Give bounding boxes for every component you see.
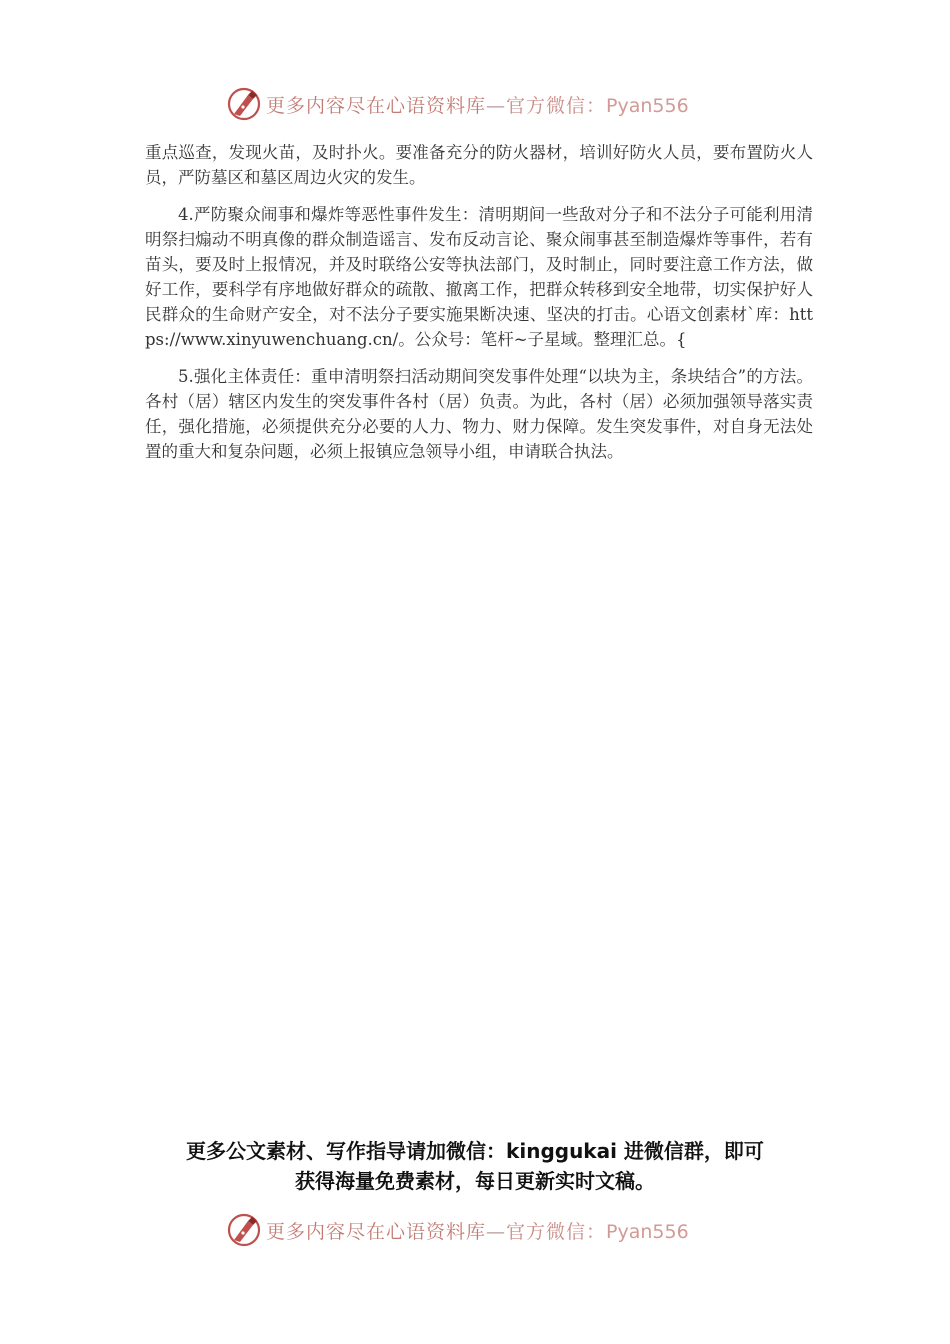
watermark-text	[266, 91, 689, 118]
watermark-separator: —	[486, 94, 507, 117]
pen-nib-circle-icon	[226, 1212, 262, 1248]
watermark-handle: Pyan556	[606, 94, 689, 117]
paragraph-item-5: 5.强化主体责任：重申清明祭扫活动期间突发事件处理“以块为主，条块结合”的方法。各村（居）辖区内发生的突发事件各村（居）负责。为此，各村（居）必须加强领导落实责任，强化措施，必须提供充分必要的人力、物力、财力保障。发生突发事件，对自身无法处置的重大和复杂问题，必须上报镇应急领导小组，申请联合执法。	[145, 367, 813, 461]
watermark-site-text: 更多内容尽在心语资料库	[266, 1220, 487, 1243]
footer-watermark	[226, 1210, 746, 1250]
paragraph-item-4: 4.严防聚众闹事和爆炸等恶性事件发生：清明期间一些敌对分子和不法分子可能利用清明祭扫煽动不明真像的群众制造谣言、发布反动言论、聚众闹事甚至制造爆炸等事件，若有苗头，要及时上报情况，并及时联络公安等执法部门，及时制止，同时要注意工作方法，做好工作，要科学有序地做好群众的疏散、撤离工作，把群众转移到安全地带，切实保护好人民群众的生命财产安全，对不法分子要实施果断决速、坚决的打击。心语文创素材`库：https://www.xinyuwenchuang.cn/。公众号：笔杆~子星域。整理汇总。{	[145, 205, 813, 349]
watermark-handle: Pyan556	[606, 1220, 689, 1243]
watermark-separator: —	[486, 1220, 507, 1243]
paragraph-continuation: 重点巡查，发现火苗，及时扑火。要准备充分的防火器材，培训好防火人员，要布置防火人员，严防墓区和墓区周边火灾的发生。	[145, 143, 813, 187]
promo-block	[140, 1136, 810, 1196]
body-text	[145, 140, 813, 476]
watermark-official-text: 官方微信：	[506, 1220, 607, 1243]
header-watermark	[226, 84, 746, 124]
pen-nib-circle-icon	[226, 86, 262, 122]
watermark-text	[266, 1217, 689, 1244]
watermark-site-text: 更多内容尽在心语资料库	[266, 94, 487, 117]
promo-line-2: 获得海量免费素材，每日更新实时文稿。	[295, 1169, 655, 1193]
promo-line-1: 更多公文素材、写作指导请加微信：kinggukai 进微信群，即可	[186, 1139, 764, 1163]
watermark-official-text: 官方微信：	[506, 94, 607, 117]
